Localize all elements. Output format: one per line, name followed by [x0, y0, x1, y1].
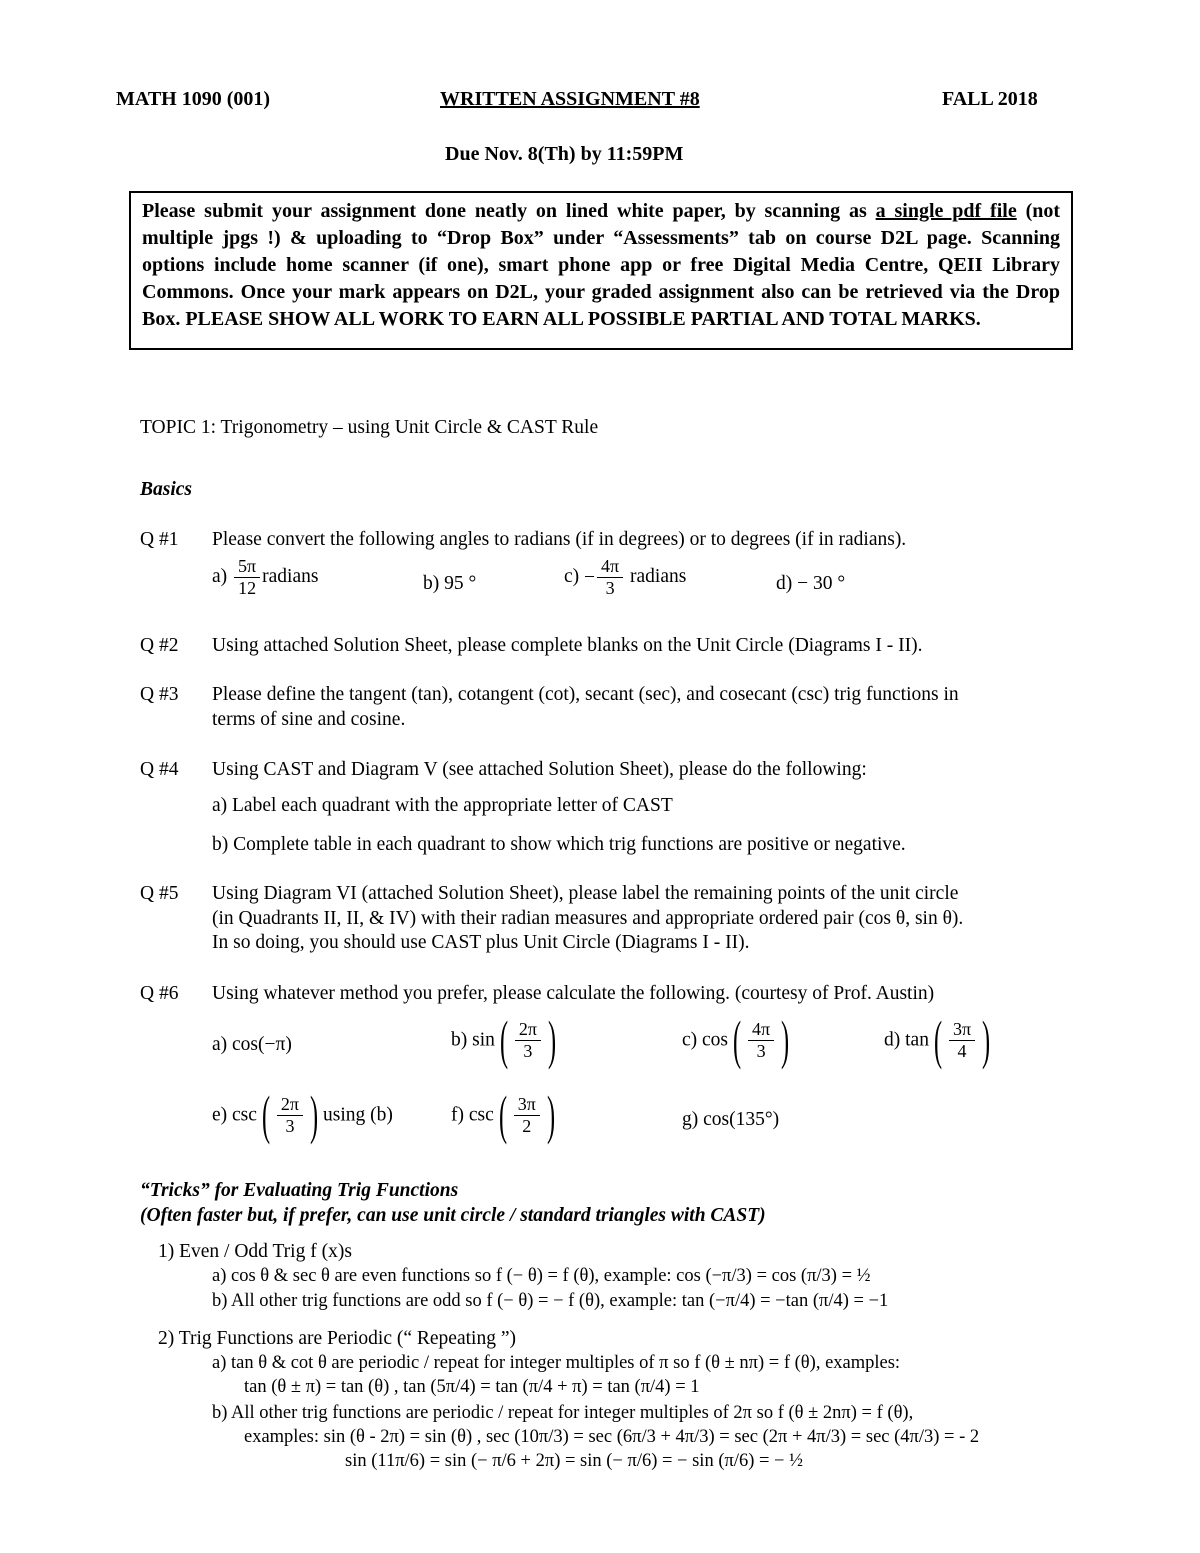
q1-part-b: b) 95 ° — [423, 573, 477, 594]
q6e-numerator: 2π — [277, 1094, 303, 1116]
course-code: MATH 1090 (001) — [116, 88, 271, 110]
q1a-numerator: 5π — [234, 556, 260, 578]
q1a-denominator: 12 — [238, 578, 257, 598]
basics-heading: Basics — [140, 479, 193, 500]
q6d-numerator: 3π — [949, 1019, 975, 1041]
tricks-2a: a) tan θ & cot θ are periodic / repeat for integer multiples of π so f (θ ± nπ) = f (θ), examples: — [212, 1353, 901, 1373]
q1c-sign: − — [584, 566, 596, 588]
notice-underlined: a single pdf file — [875, 200, 1017, 222]
notice-text-2: (not multiple jpgs !) & uploading to “Drop Box” under “Assessments” tab on course D2L page. Scanning options include home scanner (if one), smart phone app or free Digital Media Centre, QEII Library Commons. Once your mark appears on D2L, your graded assignment also can be retrieved via the Drop Box. PLEASE SHOW ALL WORK TO EARN ALL POSSIBLE PARTIAL AND TOTAL MARKS. — [142, 200, 1061, 330]
q5-text-line3: In so doing, you should use CAST plus Unit Circle (Diagrams I - II). — [212, 932, 750, 953]
tricks-1a: a) cos θ & sec θ are even functions so f (− θ) = f (θ), example: cos (−π/3) = cos (π/3) = ½ — [212, 1266, 871, 1286]
q1c-numerator: 4π — [597, 556, 623, 578]
tricks-title: “Tricks” for Evaluating Trig Functions — [140, 1180, 459, 1201]
q4-number: Q #4 — [140, 759, 179, 780]
due-date: Due Nov. 8(Th) by 11:59PM — [445, 143, 684, 165]
tricks-subtitle: (Often faster but, if prefer, can use unit circle / standard triangles with CAST) — [140, 1205, 766, 1226]
q6e-suffix: using (b) — [323, 1104, 393, 1126]
q1a-label: a) — [212, 565, 228, 587]
topic-heading: TOPIC 1: Trigonometry – using Unit Circle & CAST Rule — [140, 417, 599, 438]
q6-part-c: c) cos( $\frac{4\pi}{3}$ ) — [682, 1010, 790, 1070]
q1-number: Q #1 — [140, 529, 179, 550]
q5-text-line2: (in Quadrants II, II, & IV) with their radian measures and appropriate ordered pair (cos θ, sin θ). — [212, 908, 964, 929]
q1-text: Please convert the following angles to radians (if in degrees) or to degrees (if in radians). — [212, 529, 907, 550]
tricks-section-1: 1) Even / Odd Trig f (x)s — [158, 1241, 352, 1262]
q6c-denominator: 3 — [756, 1040, 766, 1061]
q3-text-line2: terms of sine and cosine. — [212, 709, 406, 730]
submission-notice — [129, 191, 1073, 350]
q6-part-g: g) cos(135°) — [682, 1109, 780, 1130]
q6-part-f: f) csc( $\frac{3\pi}{2}$ ) — [451, 1085, 555, 1145]
q1a-unit: radians — [262, 565, 319, 587]
notice-text-1: Please submit your assignment done neatly on lined white paper, by scanning as — [142, 200, 876, 222]
q1c-unit: radians — [630, 565, 687, 587]
q6-number: Q #6 — [140, 983, 179, 1004]
q6f-denominator: 2 — [522, 1115, 532, 1136]
q1-part-c — [564, 556, 686, 599]
tricks-2b: b) All other trig functions are periodic / repeat for integer multiples of 2π so f (θ ± 2nπ) = f (θ), — [212, 1403, 914, 1423]
q6d-label: d) tan — [884, 1029, 929, 1051]
q6d-denominator: 4 — [957, 1040, 967, 1061]
q4-text: Using CAST and Diagram V (see attached Solution Sheet), please do the following: — [212, 759, 867, 780]
q6b-denominator: 3 — [523, 1040, 533, 1061]
q6-part-d: d) tan( $\frac{3\pi}{4}$ ) — [884, 1010, 991, 1070]
tricks-2a-example: tan (θ ± π) = tan (θ) , tan (5π/4) = tan (π/4 + π) = tan (π/4) = 1 — [244, 1377, 700, 1397]
q3-number: Q #3 — [140, 684, 179, 705]
q1-part-d: d) − 30 ° — [776, 573, 846, 594]
tricks-2b-example-2: sin (11π/6) = sin (− π/6 + 2π) = sin (− π/6) = − sin (π/6) = − ½ — [345, 1451, 803, 1471]
q1c-denominator: 3 — [605, 578, 615, 598]
q1a-fraction — [234, 556, 260, 599]
q4-part-a: a) Label each quadrant with the appropriate letter of CAST — [212, 795, 673, 816]
tricks-2b-examples: examples: sin (θ - 2π) = sin (θ) , sec (10π/3) = sec (6π/3 + 4π/3) = sec (2π + 4π/3) = sec (4π/3) = - 2 — [244, 1427, 980, 1447]
assignment-title: WRITTEN ASSIGNMENT #8 — [440, 88, 700, 110]
q6-text: Using whatever method you prefer, please calculate the following. (courtesy of Prof. Austin) — [212, 983, 935, 1004]
q6e-label: e) csc — [212, 1104, 257, 1126]
term: FALL 2018 — [942, 88, 1038, 110]
q6-part-a: a) cos(−π) — [212, 1034, 292, 1055]
q5-number: Q #5 — [140, 883, 179, 904]
q5-text-line1: Using Diagram VI (attached Solution Sheet), please label the remaining points of the unit circle — [212, 883, 959, 904]
q6b-label: b) sin — [451, 1029, 495, 1051]
q6c-numerator: 4π — [748, 1019, 774, 1041]
q6-part-b: b) sin( $\frac{2\pi}{3}$ ) — [451, 1010, 556, 1070]
tricks-section-2: 2) Trig Functions are Periodic (“ Repeating ”) — [158, 1328, 516, 1349]
tricks-1b: b) All other trig functions are odd so f (− θ) = − f (θ), example: tan (−π/4) = −tan (π/4) = −1 — [212, 1291, 889, 1311]
q6c-label: c) cos — [682, 1029, 729, 1051]
q1c-label: c) — [564, 565, 580, 587]
q6b-numerator: 2π — [515, 1019, 541, 1041]
q1-part-a — [212, 556, 318, 599]
q6-part-e: e) csc( $\frac{2\pi}{3}$ ) using (b) — [212, 1085, 393, 1145]
q4-part-b: b) Complete table in each quadrant to show which trig functions are positive or negative. — [212, 834, 906, 855]
q2-number: Q #2 — [140, 635, 179, 656]
q1c-fraction — [597, 556, 623, 599]
q6f-numerator: 3π — [514, 1094, 540, 1116]
q2-text: Using attached Solution Sheet, please complete blanks on the Unit Circle (Diagrams I - II). — [212, 635, 923, 656]
q3-text-line1: Please define the tangent (tan), cotangent (cot), secant (sec), and cosecant (csc) trig functions in — [212, 684, 959, 705]
q6f-label: f) csc — [451, 1104, 494, 1126]
q6e-denominator: 3 — [285, 1115, 295, 1136]
